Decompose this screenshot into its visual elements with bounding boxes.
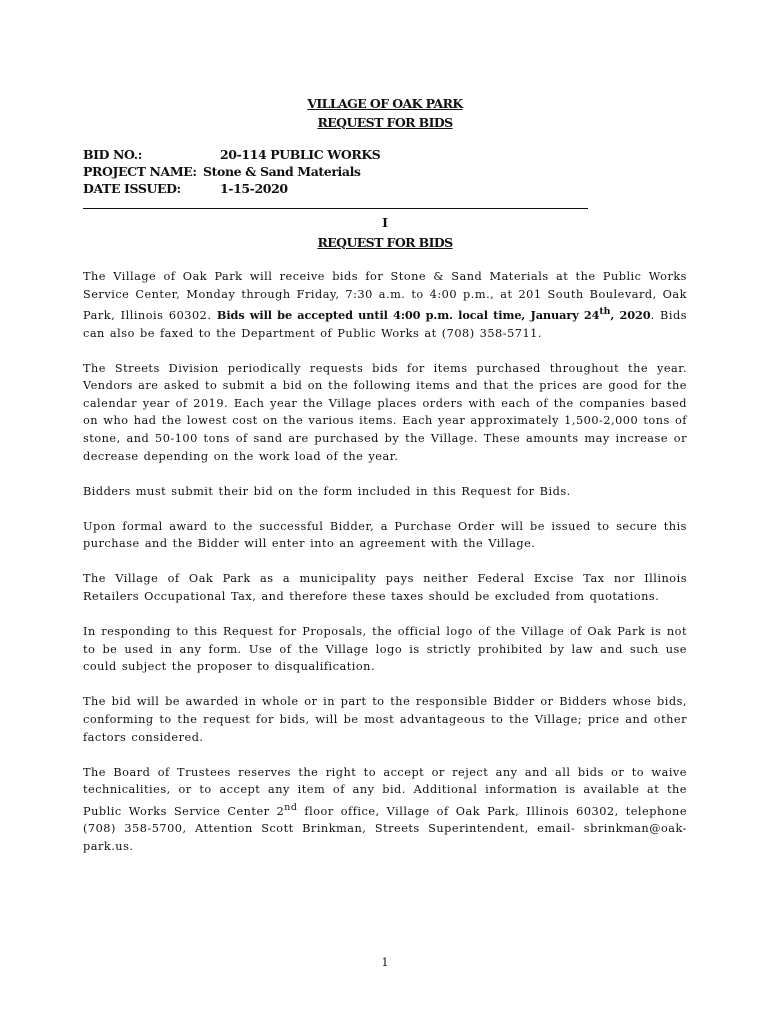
document-body [83, 268, 687, 873]
paragraph-8 [83, 764, 687, 856]
section-title: REQUEST FOR BIDS [317, 235, 453, 250]
paragraph-8-superscript: nd [284, 801, 298, 813]
paragraph-5: The Village of Oak Park as a municipality pays neither Federal Excise Tax nor Illinois Retailers Occupational Tax, and therefore these taxes should be excluded from quotations. [83, 572, 687, 604]
bid-deadline-main: Bids will be accepted until 4:00 p.m. local time, January 24 [216, 307, 600, 322]
page-number: 1 [381, 956, 389, 969]
paragraph-2: The Streets Division periodically requests bids for items purchased throughout the year. Vendors are asked to submit a bid on the following items and that the prices are good for the calendar year of 2019. Each year the Village places orders with each of the companies based on who had the lowest cost on the various items. Each year approximately 1,500-2,000 tons of stone, and 50-100 tons of sand are purchased by the Village. These amounts may increase or decrease depending on the work load of the year. [83, 361, 687, 463]
section-number: I [382, 215, 388, 230]
paragraph-8-end: floor office, Village of Oak Park, Illinois 60302, telephone (708) 358-5700, Attention Scott Brinkman, Streets Superintendent, email- sbrinkman@oak-park.us. [83, 804, 687, 853]
paragraph-6: In responding to this Request for Proposals, the official logo of the Village of Oak Park is not to be used in any form. Use of the Village logo is strictly prohibited by law and such use could subject the proposer to disqualification. [83, 625, 687, 674]
paragraph-1-start: The Village of Oak Park will receive bids for Stone & Sand Materials at the Public Works Service Center, Monday through Friday, 7:30 a.m. to 4:00 p.m., at 201 South Boulevard, Oak Park, Illinois 60302. [83, 270, 687, 322]
project-name-value: Stone & Sand Materials [203, 164, 361, 179]
separator-rule [83, 208, 588, 209]
project-name-label: PROJECT NAME: [83, 164, 197, 179]
date-issued-value: 1-15-2020 [220, 181, 288, 196]
bid-deadline-year: , 2020 [610, 307, 651, 322]
paragraph-4: Upon formal award to the successful Bidder, a Purchase Order will be issued to secure this purchase and the Bidder will enter into an agreement with the Village. [83, 519, 687, 551]
header-document-type: REQUEST FOR BIDS [317, 115, 453, 130]
bid-deadline-text [217, 308, 651, 322]
document-header [0, 94, 770, 132]
paragraph-1-end: . Bids can also be faxed to the Department of Public Works at (708) 358-5711. [83, 308, 687, 340]
bid-number-label: BID NO.: [83, 147, 142, 162]
paragraph-1 [83, 268, 687, 342]
header-village-name: VILLAGE OF OAK PARK [307, 96, 463, 111]
bid-deadline-superscript: th [599, 306, 611, 318]
paragraph-3: Bidders must submit their bid on the form included in this Request for Bids. [83, 484, 571, 498]
paragraph-8-start: The Board of Trustees reserves the right to accept or reject any and all bids or to waive technicalities, or to accept any item of any bid. Additional information is available at the Public Works Service Center 2 [83, 765, 687, 818]
date-issued-label: DATE ISSUED: [83, 181, 181, 196]
bid-number-value: 20-114 PUBLIC WORKS [220, 147, 381, 162]
paragraph-7: The bid will be awarded in whole or in part to the responsible Bidder or Bidders whose bids, conforming to the request for bids, will be most advantageous to the Village; price and other factors considered. [83, 695, 687, 744]
